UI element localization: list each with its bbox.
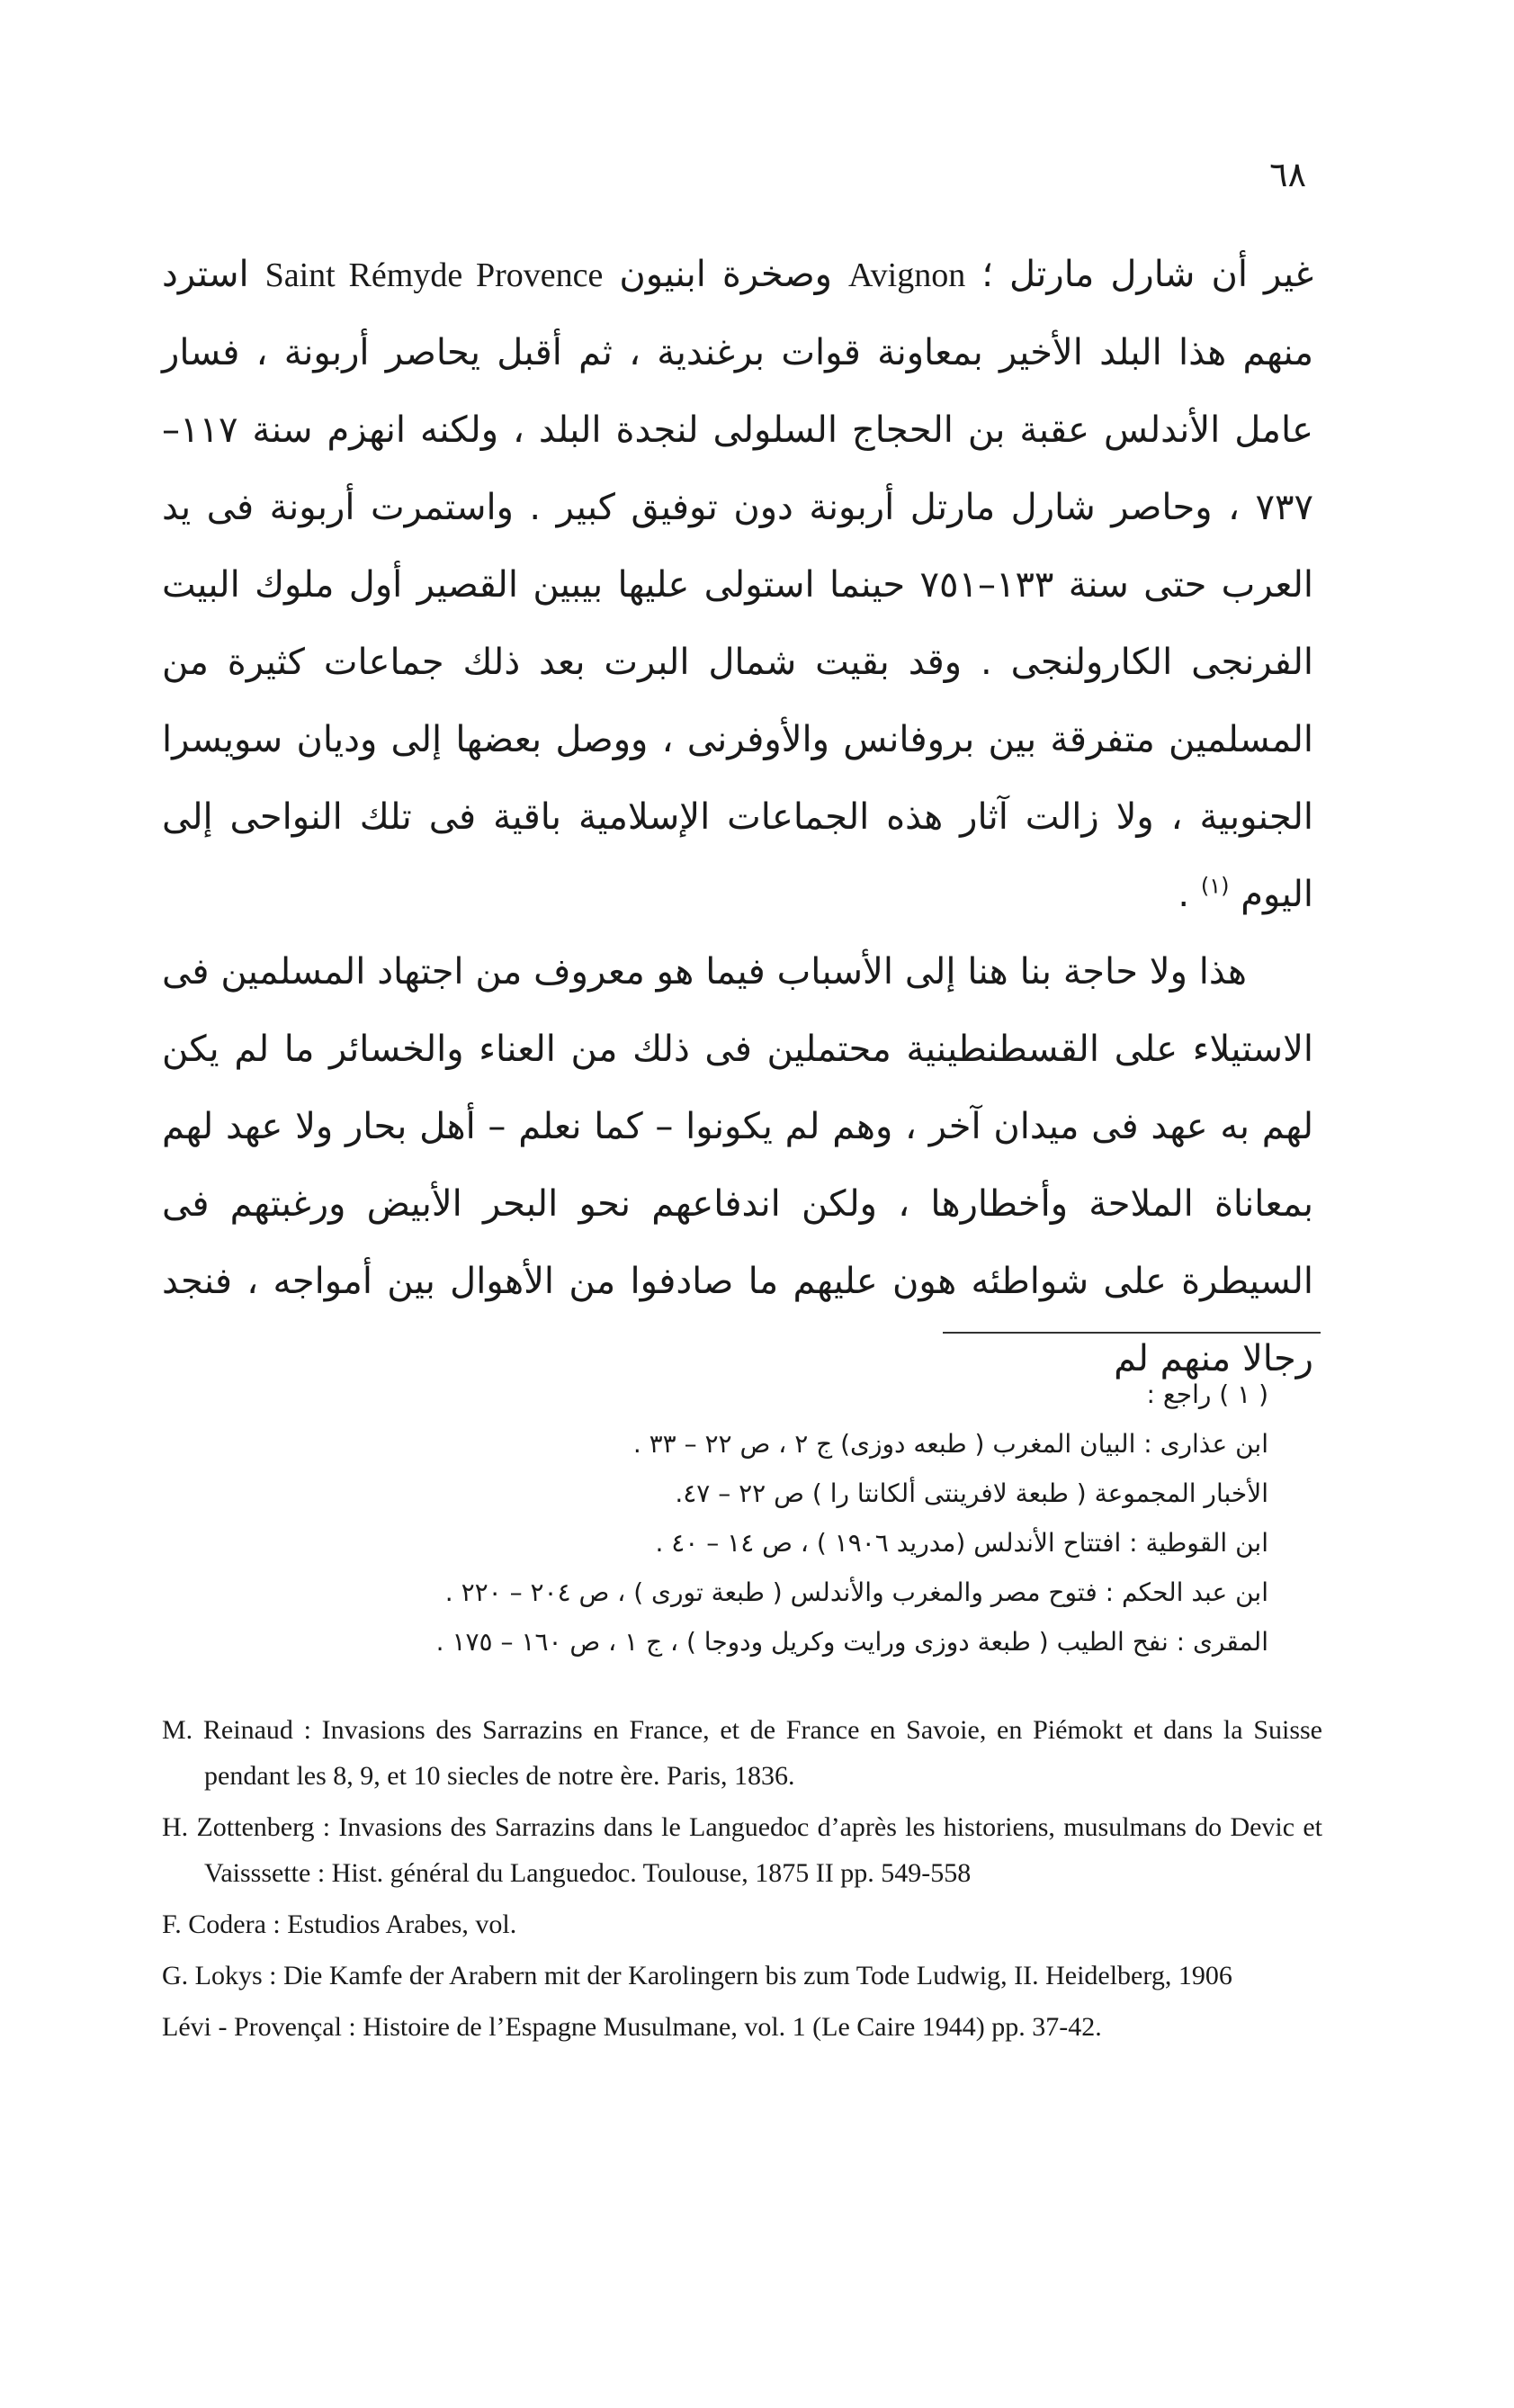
bibliography-entry: G. Lokys : Die Kamfe der Arabern mit der Karolingern bis zum Tode Ludwig, II. Heidelberg, 1906 bbox=[162, 1961, 1232, 1990]
footnote-line: ابن عذارى : البيان المغرب ( طبعه دوزى) ج ٢ ، ص ٢٢ – ٣٣ . bbox=[632, 1429, 1268, 1459]
latin-saint-remy: Saint Rémyde Provence bbox=[264, 256, 604, 294]
p1-arabic-rock: وصخرة ابنيون bbox=[619, 254, 832, 295]
bibliography-entry: M. Reinaud : Invasions des Sarrazins en France, et de France en Savoie, en Piémokt et dans la Suisse pendant les 8, 9, et 10 siecles de notre ère. Paris, 1836. bbox=[162, 1715, 1322, 1791]
bibliography-entry: H. Zottenberg : Invasions des Sarrazins dans le Languedoc d’après les historiens, musulmans do Devic et Vaisssette : Hist. général du Languedoc. Toulouse, 1875 II pp. 549-558 bbox=[162, 1812, 1322, 1888]
p1-end: . bbox=[1178, 874, 1190, 915]
footnote-line: ابن القوطية : افتتاح الأندلس (مدريد ١٩٠٦ ) ، ص ١٤ – ٤٠ . bbox=[655, 1528, 1268, 1558]
paragraph-2: هذا ولا حاجة بنا هنا إلى الأسباب فيما هو معروف من اجتهاد المسلمين فى الاستيلاء على القسطنطينية محتملين فى ذلك من العناء والخسائر ما لم يكن لهم به عهد فى ميدان آخر ، وهم لم يكونوا – كما نعلم – أهل بحار ولا عهد لهم بمعاناة الملاحة وأخطارها ، ولكن اندفاعهم نحو البحر الأبيض ورغبتهم فى السيطرة على شواطئه هون عليهم ما صادفوا من الأهوال بين أمواجه ، فنجد رجالا منهم لم bbox=[162, 951, 1313, 1379]
bibliography-entry: Lévi - Provençal : Histoire de l’Espagne Musulmane, vol. 1 (Le Caire 1944) pp. 37-42. bbox=[162, 2012, 1102, 2042]
footnote-reference: (١) bbox=[1200, 873, 1230, 899]
page-number: ٦٨ bbox=[1269, 155, 1306, 194]
p1-arabic-start: غير أن شارل مارتل bbox=[1008, 254, 1314, 295]
latin-avignon: Avignon bbox=[848, 256, 966, 294]
bibliography-entry: F. Codera : Estudios Arabes, vol. bbox=[162, 1909, 517, 1939]
footnote-line: المقرى : نفح الطيب ( طبعة دوزى ورايت وكريل ودوجا ) ، ج ١ ، ص ١٦٠ – ١٧٥ . bbox=[435, 1627, 1268, 1657]
paragraph-1 bbox=[162, 236, 1313, 933]
footnote-heading: ( ١ ) راجع : bbox=[1146, 1379, 1268, 1409]
p1-arabic-rest: استرد منهم هذا البلد الأخير بمعاونة قوات برغندية ، ثم أقبل يحاصر أربونة ، فسار عامل الأندلس عقبة بن الحجاج السلولى لنجدة البلد ، ولكنه انهزم سنة ١١٧–٧٣٧ ، وحاصر شارل مارتل أربونة دون توفيق كبير . واستمرت أربونة فى يد العرب حتى سنة ١٣٣–٧٥١ حينما استولى عليها بيبين القصير أول ملوك البيت الفرنجى الكارولنجى . وقد بقيت شمال البرت بعد ذلك جماعات كثيرة من المسلمين متفرقة بين بروفانس والأوفرنى ، ووصل بعضها إلى وديان سويسرا الجنوبية ، ولا زالت آثار هذه الجماعات الإسلامية باقية فى تلك النواحى إلى اليوم bbox=[162, 254, 1314, 915]
footnote-line: الأخبار المجموعة ( طبعة لافرينتى ألكانتا را ) ص ٢٢ – ٤٧. bbox=[675, 1478, 1268, 1508]
footnote-line: ابن عبد الحكم : فتوح مصر والمغرب والأندلس ( طبعة تورى ) ، ص ٢٠٤ – ٢٢٠ . bbox=[444, 1577, 1268, 1607]
footnote-divider bbox=[943, 1332, 1321, 1334]
bibliography bbox=[162, 1707, 1322, 2055]
p1-separator: ؛ bbox=[981, 254, 993, 295]
arabic-footnotes bbox=[180, 1370, 1268, 1667]
main-text bbox=[162, 236, 1313, 1397]
